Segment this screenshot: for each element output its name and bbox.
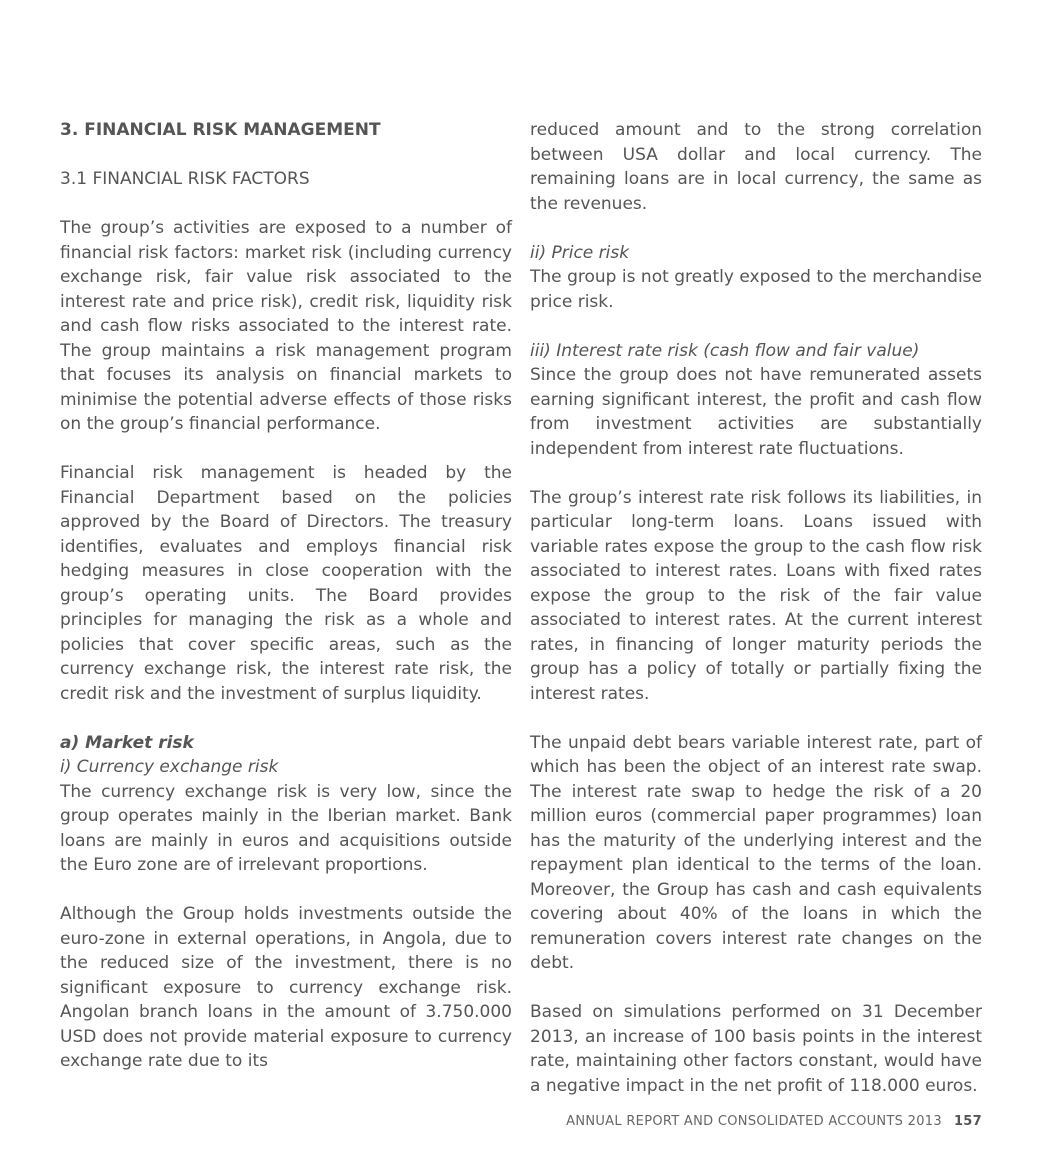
paragraph-continuation: reduced amount and to the strong correlation between USA dollar and local currency. The remaining loans are in local currency, the same as the revenues. bbox=[530, 120, 982, 214]
market-risk-block bbox=[60, 731, 512, 878]
subsection-heading: 3.1 FINANCIAL RISK FACTORS bbox=[60, 169, 310, 189]
paragraph-risk-management: Financial risk management is headed by the Financial Department based on the policies approved by the Board of Directors. The treasury identifies, evaluates and employs financial risk hedging measures in close cooperation with the group’s operating units. The Board provides principles for managing the risk as a whole and policies that cover specific areas, such as the currency exchange risk, the interest rate risk, the credit risk and the investment of surplus liquidity. bbox=[60, 463, 512, 704]
paragraph-currency-risk: The currency exchange risk is very low, since the group operates mainly in the Iberian market. Bank loans are mainly in euros and acquisitions outside the Euro zone are of irrelevant proportions. bbox=[60, 781, 512, 875]
price-risk-block bbox=[530, 241, 982, 315]
paragraph-risk-factors: The group’s activities are exposed to a number of financial risk factors: market risk (including currency exchange risk, fair value risk associated to the interest rate and price risk), credit risk, liquidity risk and cash flow risks associated to the interest rate. The group maintains a risk management program that focuses its analysis on financial markets to minimise the potential adverse effects of those risks on the group’s financial performance. bbox=[60, 218, 512, 434]
footer-title: ANNUAL REPORT AND CONSOLIDATED ACCOUNTS 2013 bbox=[566, 1114, 942, 1129]
page-footer bbox=[566, 1110, 982, 1135]
paragraph-price-risk: The group is not greatly exposed to the merchandise price risk. bbox=[530, 267, 982, 312]
paragraph-angola: Although the Group holds investments outside the euro-zone in external operations, in Angola, due to the reduced size of the investment, there is no significant exposure to currency exchange risk. Angolan branch loans in the amount of 3.750.000 USD does not provide material exposure to currency exchange rate due to its bbox=[60, 904, 512, 1071]
paragraph-liabilities: The group’s interest rate risk follows its liabilities, in particular long-term loans. Loans issued with variable rates expose the group to the cash flow risk associated to interest rates. Loans with fixed rates expose the group to the risk of the fair value associated to interest rates. At the current interest rates, in financing of longer maturity periods the group has a policy of totally or partially fixing the interest rates. bbox=[530, 487, 982, 704]
market-risk-heading: a) Market risk bbox=[60, 732, 194, 753]
interest-risk-heading: iii) Interest rate risk (cash flow and fair value) bbox=[530, 340, 920, 361]
page-number: 157 bbox=[953, 1114, 982, 1129]
section-heading: 3. FINANCIAL RISK MANAGEMENT bbox=[60, 120, 381, 140]
paragraph-interest-risk: Since the group does not have remunerated assets earning significant interest, the profit and cash flow from investment activities are substantially independent from interest rate fluctuations. bbox=[530, 365, 982, 459]
price-risk-heading: ii) Price risk bbox=[530, 242, 630, 263]
paragraph-unpaid-debt: The unpaid debt bears variable interest rate, part of which has been the object of an interest rate swap. The interest rate swap to hedge the risk of a 20 million euros (commercial paper programmes) loan has the maturity of the underlying interest and the repayment plan identical to the terms of the loan. Moreover, the Group has cash and cash equivalents covering about 40% of the loans in which the remuneration covers interest rate changes on the debt. bbox=[530, 732, 982, 973]
paragraph-simulations: Based on simulations performed on 31 December 2013, an increase of 100 basis points in the interest rate, maintaining other factors constant, would have a negative impact in the net profit of 118.000 euros. bbox=[530, 1002, 982, 1096]
right-column bbox=[530, 118, 982, 1123]
left-column bbox=[60, 118, 512, 1098]
currency-risk-heading: i) Currency exchange risk bbox=[60, 757, 279, 777]
interest-risk-block bbox=[530, 339, 982, 462]
